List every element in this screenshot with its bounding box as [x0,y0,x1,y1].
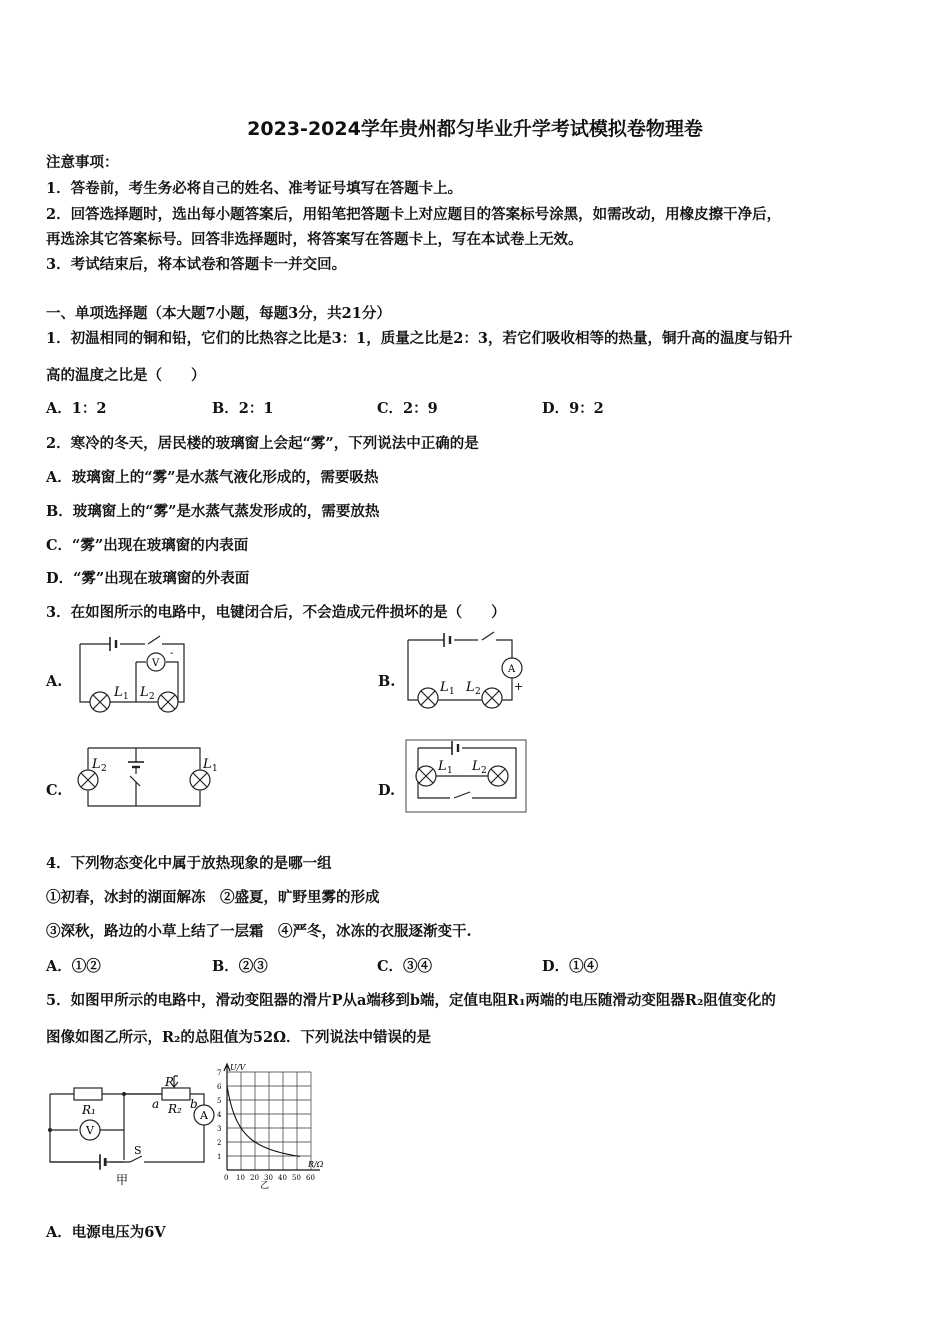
lamp-sub: 1 [212,764,218,774]
q2-option-b: B．玻璃窗上的“雾”是水蒸气蒸发形成的，需要放热 [46,503,380,520]
q5-graph-yi [214,1058,338,1192]
lamp-label-l2: L [140,685,149,700]
notice-item: 3．考试结束后，将本试卷和答题卡一并交回。 [46,256,347,273]
lamp-label-l2: L [92,757,101,772]
voltmeter-symbol: V [152,658,160,669]
q1-option-d: D．9：2 [542,400,604,417]
lamp-sub: 1 [123,692,129,702]
q5-stem-cont: 图像如图乙所示，R₂的总阻值为52Ω．下列说法中错误的是 [46,1029,431,1046]
ammeter-symbol: A [508,664,516,675]
q3-circuit-d [404,738,529,814]
q4-option-c: C．③④ [377,958,433,975]
lamp-sub: 1 [449,687,455,697]
notice-item: 再选涂其它答案标号。回答非选择题时，将答案写在答题卡上，写在本试卷上无效。 [46,231,583,248]
q5-circuit-jia [44,1062,224,1192]
q2-option-c: C．“雾”出现在玻璃窗的内表面 [46,537,249,554]
plus-sign: + [514,680,524,693]
x-tick-label: 60 [306,1174,315,1182]
y-tick-label: 3 [217,1125,222,1133]
y-tick-label: 7 [217,1069,222,1077]
q4-item-line: ①初春，冰封的湖面解冻 ②盛夏，旷野里雾的形成 [46,889,380,906]
q4-option-a: A．①② [46,958,101,975]
lamp-label-l1: L [114,685,123,700]
q3-circuit-a [70,632,195,722]
slider-p-label: P [165,1075,174,1089]
switch-s-label: S [134,1144,142,1157]
x-axis-label: R/Ω [308,1160,324,1169]
figure-caption: 乙 [260,1181,270,1191]
q1-option-a: A．1：2 [46,400,107,417]
q2-option-d: D．“雾”出现在玻璃窗的外表面 [46,570,250,587]
q2-stem: 2．寒冷的冬天，居民楼的玻璃窗上会起“雾”，下列说法中正确的是 [46,435,479,452]
r1-label: R₁ [82,1103,96,1117]
x-tick-label: 40 [278,1174,287,1182]
y-tick-label: 6 [217,1083,222,1091]
y-tick-label: 2 [217,1139,222,1147]
lamp-label-l2: L [472,759,481,774]
q1-stem: 1．初温相同的铜和铅，它们的比热容之比是3：1，质量之比是2：3，若它们吸收相等的热量，铜升高的温度与铅升 [46,330,793,347]
terminal-a-label: a [152,1097,160,1111]
q3-stem: 3．在如图所示的电路中，电键闭合后，不会造成元件损坏的是（ ） [46,604,506,621]
q5-stem: 5．如图甲所示的电路中，滑动变阻器的滑片P从a端移到b端，定值电阻R₁两端的电压随滑动变阻器R₂阻值变化的 [46,992,776,1009]
q3-label-a: A. [46,673,63,690]
q4-option-b: B．②③ [212,958,268,975]
q3-label-d: D. [378,782,396,799]
ammeter-symbol: A [200,1109,208,1122]
q3-label-c: C. [46,782,63,799]
y-tick-label: 1 [217,1153,222,1161]
x-tick-label: 20 [250,1174,259,1182]
y-tick-label: 5 [217,1097,222,1105]
voltmeter-symbol: V [86,1124,94,1137]
voltage-curve [227,1086,300,1157]
q4-item-line: ③深秋，路边的小草上结了一层霜 ④严冬，冰冻的衣服逐渐变干. [46,923,472,940]
x-tick-label: 10 [236,1174,245,1182]
lamp-sub: 1 [447,766,453,776]
q3-circuit-c [70,742,220,812]
notice-heading: 注意事项： [46,154,119,171]
lamp-label-l1: L [203,757,212,772]
y-tick-label: 4 [217,1111,222,1119]
figure-caption: 甲 [116,1173,129,1187]
q3-circuit-b [400,628,530,718]
q4-stem: 4．下列物态变化中属于放热现象的是哪一组 [46,855,332,872]
lamp-sub: 2 [149,692,155,702]
q1-stem-cont: 高的温度之比是（ ） [46,367,206,384]
notice-item: 1．答卷前，考生务必将自己的姓名、准考证号填写在答题卡上。 [46,180,463,197]
lamp-sub: 2 [475,687,481,697]
terminal-b-label: b [190,1097,198,1111]
section-heading: 一、单项选择题（本大题7小题，每题3分，共21分） [46,305,391,322]
lamp-sub: 2 [101,764,107,774]
x-tick-label: 0 [224,1174,229,1182]
notice-item: 2．回答选择题时，选出每小题答案后，用铅笔把答题卡上对应题目的答案标号涂黑，如需改动，用橡皮擦干净后， [46,206,782,223]
minus-sign: - [170,648,174,659]
q3-label-b: B. [378,673,396,690]
x-tick-label: 50 [292,1174,301,1182]
q4-option-d: D．①④ [542,958,599,975]
q1-option-c: C．2：9 [377,400,438,417]
r2-label: R₂ [168,1102,182,1116]
lamp-sub: 2 [481,766,487,776]
q2-option-a: A．玻璃窗上的“雾”是水蒸气液化形成的，需要吸热 [46,469,379,486]
lamp-label-l1: L [438,759,447,774]
page-title: 2023-2024学年贵州都匀毕业升学考试模拟卷物理卷 [247,118,703,140]
lamp-label-l2: L [466,680,475,695]
x-tick-label: 30 [264,1174,273,1182]
lamp-label-l1: L [440,680,449,695]
q5-option-a: A．电源电压为6V [46,1224,166,1241]
q1-option-b: B．2：1 [212,400,274,417]
y-axis-label: U/V [230,1063,246,1072]
